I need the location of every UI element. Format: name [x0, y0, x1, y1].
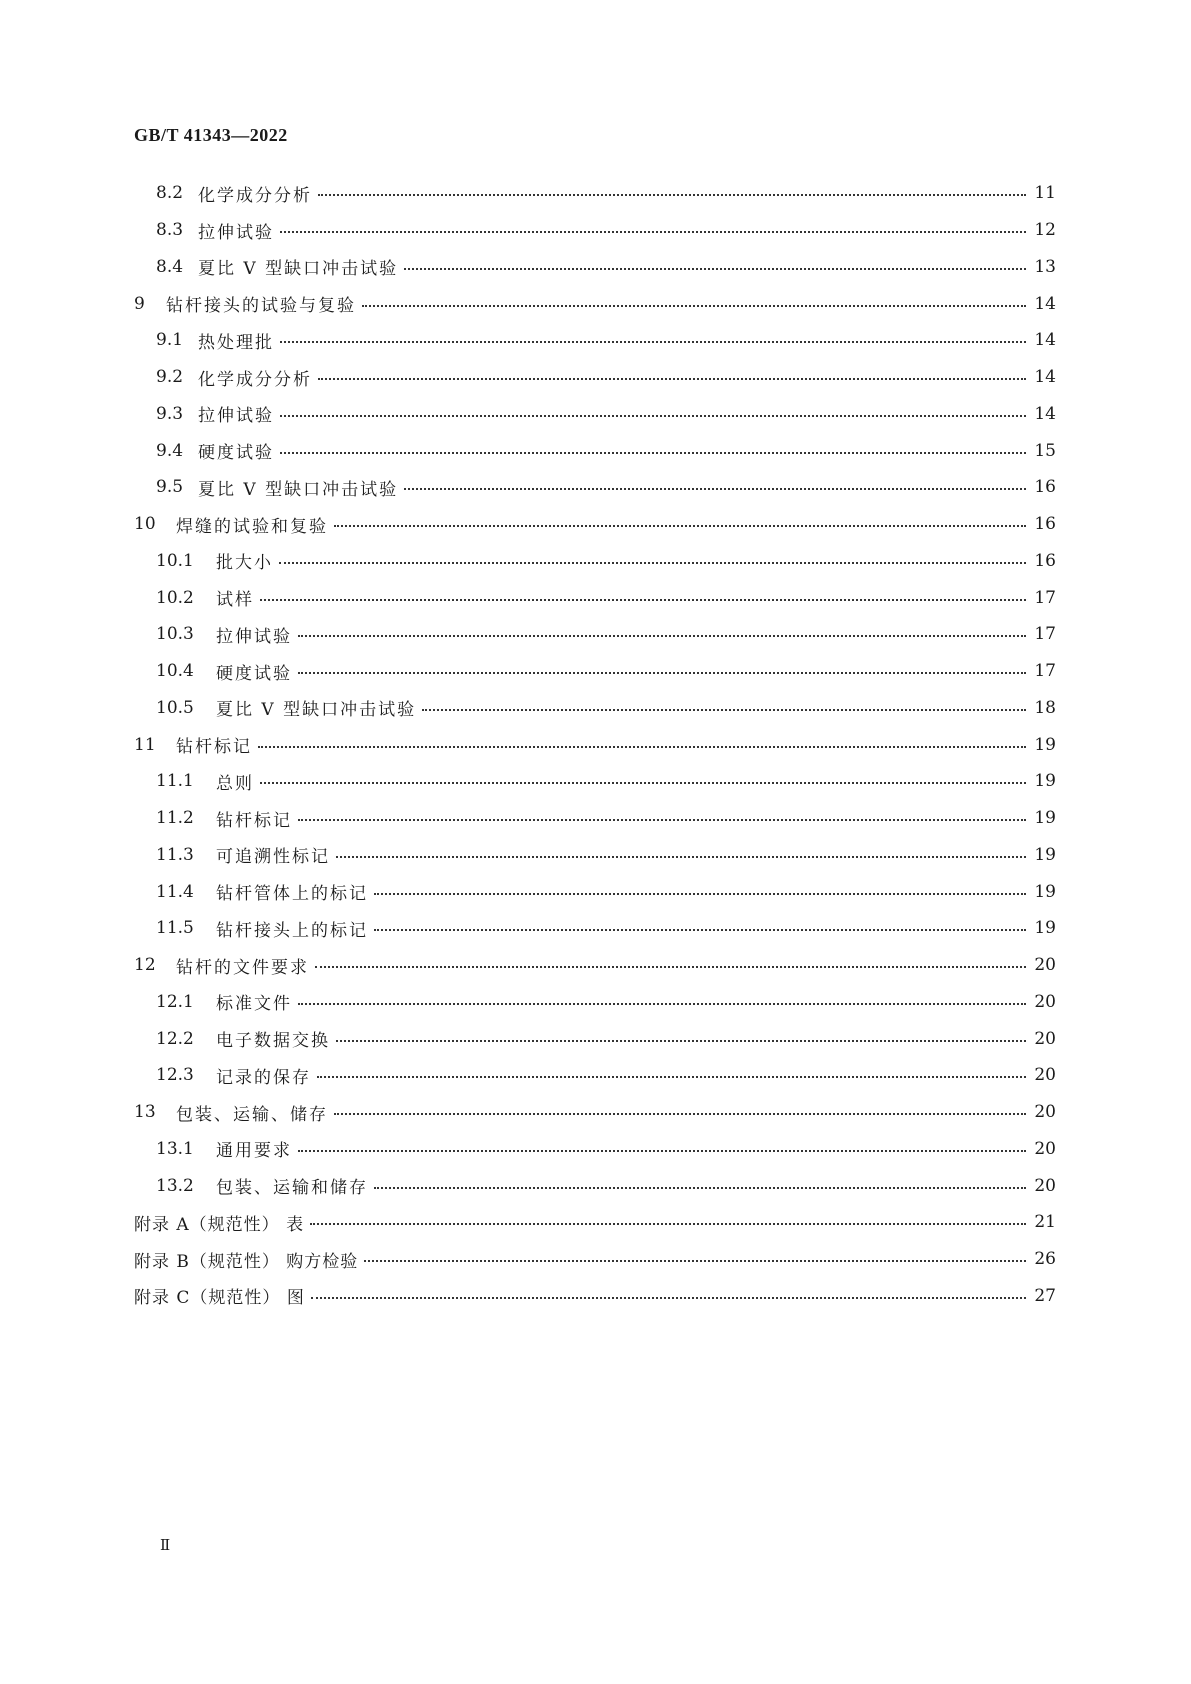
toc-entry-number: 11.2 — [156, 808, 194, 829]
toc-leader-dots — [260, 782, 1026, 784]
toc-entry-number: 11.3 — [156, 844, 194, 865]
toc-entry-page: 14 — [1034, 403, 1056, 424]
toc-entry[interactable] — [134, 469, 1056, 506]
table-of-contents — [134, 175, 1056, 1314]
toc-entry-title: 化学成分分析 — [198, 185, 312, 206]
toc-leader-dots — [362, 305, 1026, 307]
toc-entry-page: 19 — [1034, 808, 1056, 829]
toc-entry-title: 记录的保存 — [216, 1067, 311, 1088]
toc-entry-title: 试样 — [216, 590, 254, 611]
toc-leader-dots — [317, 1076, 1026, 1078]
toc-entry-page: 12 — [1034, 220, 1056, 241]
toc-entry-page: 19 — [1034, 844, 1056, 865]
toc-entry-number: 10.3 — [156, 624, 194, 645]
toc-entry-page: 15 — [1034, 440, 1056, 461]
toc-entry-title: 夏比 V 型缺口冲击试验 — [216, 700, 417, 721]
toc-leader-dots — [279, 562, 1026, 564]
toc-entry-title: 硬度试验 — [216, 663, 292, 684]
toc-entry[interactable] — [134, 396, 1056, 433]
toc-entry-title: 包装、运输和储存 — [216, 1178, 368, 1199]
toc-entry-page: 16 — [1034, 477, 1056, 498]
toc-leader-dots — [374, 893, 1026, 895]
toc-entry-title: 批大小 — [216, 553, 273, 574]
toc-leader-dots — [336, 856, 1026, 858]
toc-entry-title: 总则 — [216, 773, 254, 794]
toc-entry[interactable] — [134, 800, 1056, 837]
toc-entry[interactable] — [134, 285, 1056, 322]
toc-entry-page: 18 — [1034, 697, 1056, 718]
toc-entry-page: 16 — [1034, 550, 1056, 571]
toc-entry[interactable] — [134, 543, 1056, 580]
toc-entry-page: 19 — [1034, 734, 1056, 755]
toc-entry-number: 8.3 — [156, 220, 184, 241]
toc-entry-number: 8.4 — [156, 256, 184, 277]
toc-entry[interactable] — [134, 837, 1056, 874]
toc-entry-page: 26 — [1034, 1249, 1056, 1270]
toc-entry-title: 拉伸试验 — [216, 626, 292, 647]
toc-entry[interactable] — [134, 690, 1056, 727]
toc-entry[interactable] — [134, 616, 1056, 653]
toc-entry-title: 电子数据交换 — [216, 1031, 330, 1052]
toc-entry-number: 12.1 — [156, 991, 194, 1012]
toc-leader-dots — [374, 929, 1026, 931]
toc-entry-title: 夏比 V 型缺口冲击试验 — [198, 479, 399, 500]
toc-entry-page: 27 — [1034, 1285, 1056, 1306]
toc-entry-title: 通用要求 — [216, 1141, 292, 1162]
toc-entry-page: 19 — [1034, 771, 1056, 792]
toc-entry-title: 钻杆标记 — [176, 737, 252, 758]
toc-leader-dots — [280, 452, 1026, 454]
toc-entry-title: 钻杆接头上的标记 — [216, 920, 368, 941]
toc-leader-dots — [334, 525, 1026, 527]
toc-entry-page: 19 — [1034, 881, 1056, 902]
toc-leader-dots — [298, 672, 1026, 674]
toc-entry-number: 10.1 — [156, 550, 194, 571]
toc-entry-number: 9.4 — [156, 440, 184, 461]
toc-entry-page: 20 — [1034, 955, 1056, 976]
toc-entry[interactable] — [134, 212, 1056, 249]
toc-entry[interactable] — [134, 432, 1056, 469]
toc-leader-dots — [318, 194, 1026, 196]
toc-entry-title: 附录 C（规范性） 图 — [134, 1288, 305, 1309]
toc-entry[interactable] — [134, 910, 1056, 947]
toc-entry-title: 附录 B（规范性） 购方检验 — [134, 1251, 359, 1272]
toc-entry[interactable] — [134, 322, 1056, 359]
toc-entry-page: 14 — [1034, 293, 1056, 314]
toc-entry-number: 12 — [134, 955, 156, 976]
toc-entry[interactable] — [134, 175, 1056, 212]
toc-entry[interactable] — [134, 763, 1056, 800]
toc-entry[interactable] — [134, 359, 1056, 396]
toc-entry-title: 钻杆的文件要求 — [176, 957, 309, 978]
toc-leader-dots — [280, 341, 1026, 343]
toc-entry-title: 钻杆管体上的标记 — [216, 884, 368, 905]
toc-entry-number: 9.3 — [156, 403, 184, 424]
toc-entry-title: 钻杆接头的试验与复验 — [166, 296, 356, 317]
toc-leader-dots — [404, 488, 1026, 490]
toc-entry[interactable] — [134, 947, 1056, 984]
toc-entry-number: 11.1 — [156, 771, 194, 792]
toc-entry-number: 12.2 — [156, 1028, 194, 1049]
toc-entry[interactable] — [134, 1131, 1056, 1168]
toc-entry-title: 包装、运输、储存 — [176, 1104, 328, 1125]
toc-entry-number: 8.2 — [156, 183, 184, 204]
toc-entry-page: 14 — [1034, 367, 1056, 388]
toc-entry-page: 20 — [1034, 991, 1056, 1012]
document-header-code: GB/T 41343—2022 — [134, 125, 288, 145]
toc-entry-title: 化学成分分析 — [198, 369, 312, 390]
toc-entry-page: 17 — [1034, 624, 1056, 645]
toc-entry-page: 14 — [1034, 330, 1056, 351]
toc-entry-number: 9.5 — [156, 477, 184, 498]
toc-entry-title: 夏比 V 型缺口冲击试验 — [198, 259, 399, 280]
toc-entry-page: 21 — [1034, 1212, 1056, 1233]
toc-entry[interactable] — [134, 984, 1056, 1021]
toc-entry-title: 焊缝的试验和复验 — [176, 516, 328, 537]
toc-entry[interactable] — [134, 579, 1056, 616]
toc-entry[interactable] — [134, 653, 1056, 690]
toc-entry-page: 20 — [1034, 1028, 1056, 1049]
toc-leader-dots — [334, 1113, 1026, 1115]
toc-entry-page: 17 — [1034, 661, 1056, 682]
toc-entry-number: 11.5 — [156, 918, 194, 939]
toc-entry-page: 20 — [1034, 1138, 1056, 1159]
toc-leader-dots — [318, 378, 1026, 380]
toc-entry[interactable] — [134, 1204, 1056, 1241]
toc-entry[interactable] — [134, 1278, 1056, 1315]
toc-entry-page: 19 — [1034, 918, 1056, 939]
toc-leader-dots — [260, 599, 1026, 601]
toc-entry-title: 拉伸试验 — [198, 222, 274, 243]
toc-leader-dots — [364, 1260, 1026, 1262]
toc-entry-title: 可追溯性标记 — [216, 847, 330, 868]
toc-entry-number: 10.5 — [156, 697, 194, 718]
toc-entry-page: 11 — [1034, 183, 1056, 204]
toc-leader-dots — [298, 635, 1026, 637]
toc-entry-number: 13 — [134, 1102, 156, 1123]
toc-entry-title: 钻杆标记 — [216, 810, 292, 831]
page-number: Ⅱ — [160, 1538, 171, 1554]
toc-entry-page: 17 — [1034, 587, 1056, 608]
toc-entry-number: 13.1 — [156, 1138, 194, 1159]
toc-leader-dots — [315, 966, 1026, 968]
toc-entry-page: 20 — [1034, 1175, 1056, 1196]
toc-entry-title: 硬度试验 — [198, 443, 274, 464]
toc-entry-number: 9 — [134, 293, 145, 314]
toc-entry[interactable] — [134, 1020, 1056, 1057]
toc-entry-number: 11 — [134, 734, 156, 755]
toc-entry[interactable] — [134, 1241, 1056, 1278]
toc-entry[interactable] — [134, 506, 1056, 543]
toc-leader-dots — [422, 709, 1026, 711]
toc-entry-page: 20 — [1034, 1102, 1056, 1123]
toc-entry-title: 附录 A（规范性） 表 — [134, 1214, 305, 1235]
toc-leader-dots — [280, 415, 1026, 417]
toc-entry-title: 标准文件 — [216, 994, 292, 1015]
toc-leader-dots — [374, 1187, 1026, 1189]
toc-entry[interactable] — [134, 1094, 1056, 1131]
toc-entry-page: 20 — [1034, 1065, 1056, 1086]
toc-entry[interactable] — [134, 1167, 1056, 1204]
toc-entry-number: 12.3 — [156, 1065, 194, 1086]
toc-entry-number: 10.2 — [156, 587, 194, 608]
toc-entry-number: 10.4 — [156, 661, 194, 682]
toc-leader-dots — [298, 819, 1026, 821]
toc-entry[interactable] — [134, 249, 1056, 286]
toc-entry-page: 16 — [1034, 514, 1056, 535]
toc-leader-dots — [311, 1297, 1026, 1299]
toc-entry-title: 热处理批 — [198, 332, 274, 353]
toc-entry[interactable] — [134, 1057, 1056, 1094]
toc-entry[interactable] — [134, 873, 1056, 910]
toc-entry-number: 9.2 — [156, 367, 184, 388]
toc-entry-number: 10 — [134, 514, 156, 535]
toc-entry-title: 拉伸试验 — [198, 406, 274, 427]
toc-leader-dots — [336, 1040, 1026, 1042]
toc-leader-dots — [280, 231, 1026, 233]
toc-leader-dots — [298, 1150, 1026, 1152]
toc-entry-number: 11.4 — [156, 881, 194, 902]
toc-entry-number: 9.1 — [156, 330, 184, 351]
toc-entry-number: 13.2 — [156, 1175, 194, 1196]
toc-entry[interactable] — [134, 726, 1056, 763]
toc-leader-dots — [298, 1003, 1026, 1005]
toc-entry-page: 13 — [1034, 256, 1056, 277]
toc-leader-dots — [310, 1223, 1026, 1225]
toc-leader-dots — [404, 268, 1026, 270]
toc-leader-dots — [258, 746, 1026, 748]
